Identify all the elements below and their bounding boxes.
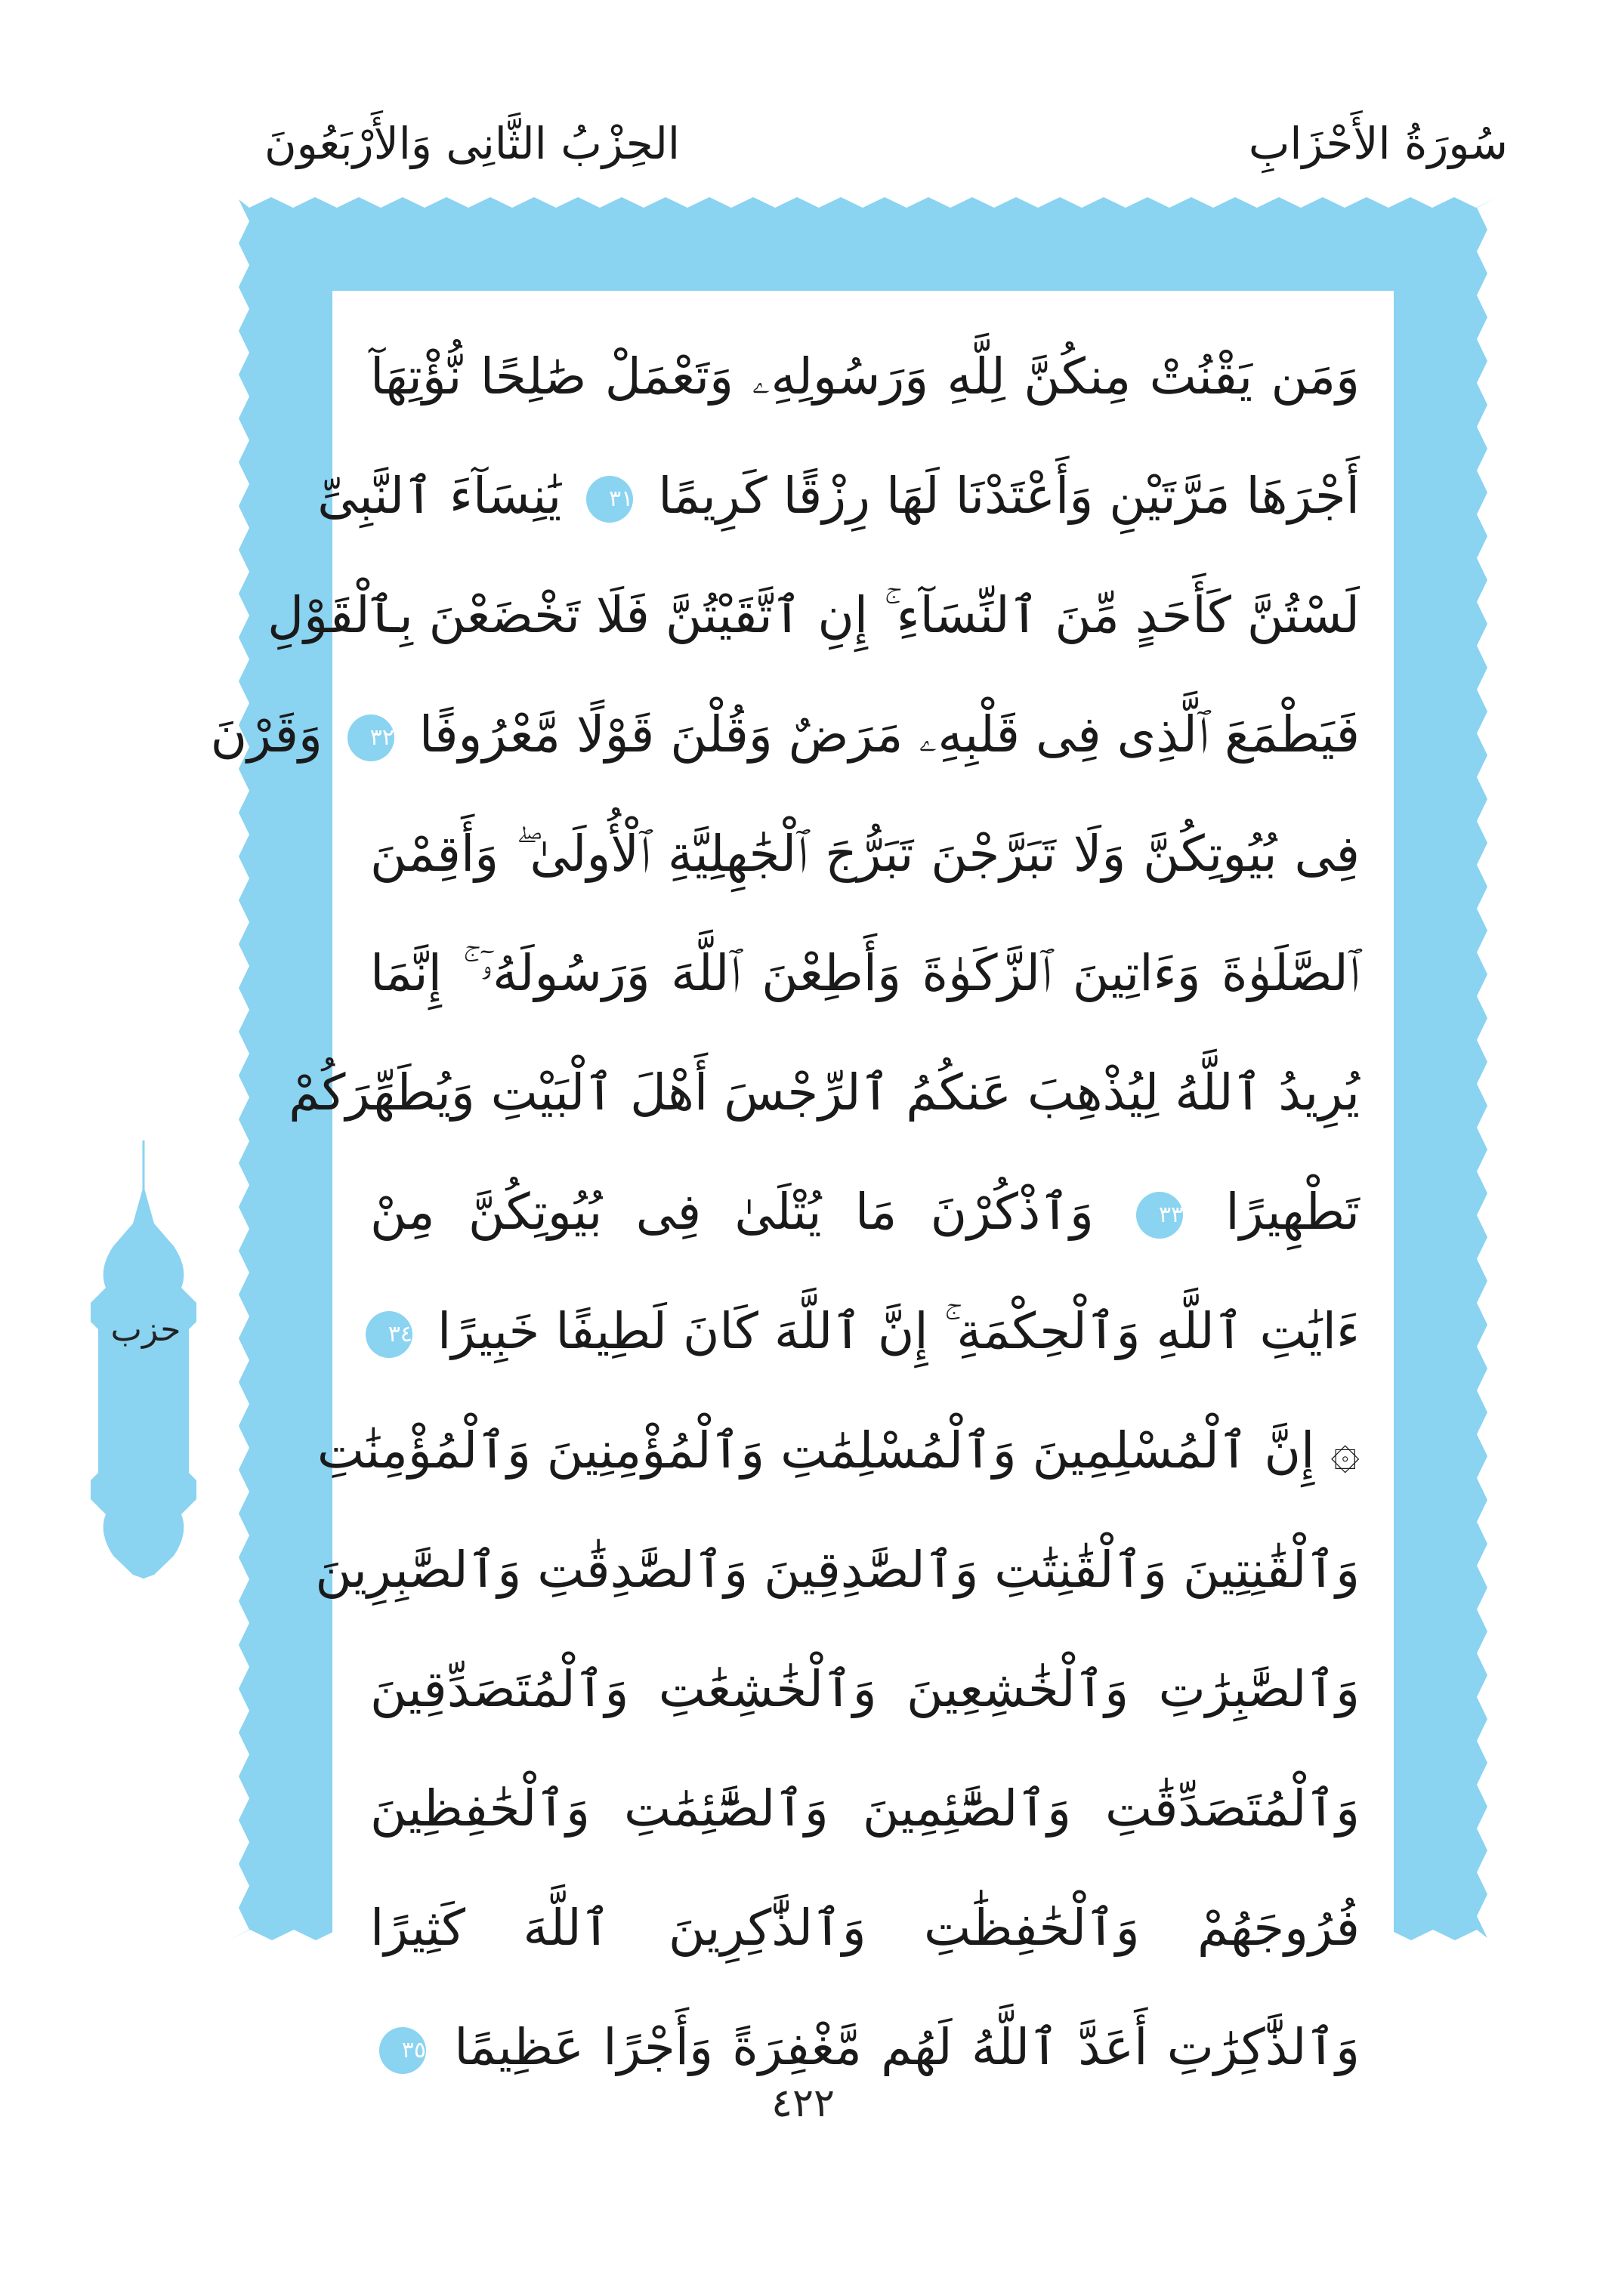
verse-line bbox=[317, 1391, 1360, 1511]
verse-line bbox=[370, 914, 1360, 1033]
verse-text: وَٱذْكُرْنَ مَا يُتْلَىٰ فِى بُيُوتِكُنَّ مِنْ bbox=[370, 1183, 1094, 1241]
ayah-number-marker: ٣٣ bbox=[1136, 1192, 1183, 1239]
verse-text: ٱلصَّلَوٰةَ وَءَاتِينَ ٱلزَّكَوٰةَ وَأَطِعْنَ ٱللَّهَ وَرَسُولَهُۥٓ ۚ إِنَّمَا bbox=[370, 944, 1360, 1002]
verse-text: أَجْرَهَا مَرَّتَيْنِ وَأَعْتَدْنَا لَهَا رِزْقًا كَرِيمًا bbox=[658, 467, 1360, 525]
verse-text: وَمَن يَقْنُتْ مِنكُنَّ لِلَّهِ وَرَسُولِهِۦ وَتَعْمَلْ صَٰلِحًا نُّؤْتِهَآ bbox=[370, 347, 1360, 406]
verse-text: فَيَطْمَعَ ٱلَّذِى فِى قَلْبِهِۦ مَرَضٌ وَقُلْنَ قَوْلًا مَّعْرُوفًا bbox=[418, 705, 1360, 764]
ayah-number-marker: ٣٢ bbox=[347, 714, 394, 761]
verse-text: ءَايَٰتِ ٱللَّهِ وَٱلْحِكْمَةِ ۚ إِنَّ ٱللَّهَ كَانَ لَطِيفًا خَبِيرًا bbox=[437, 1302, 1360, 1360]
verse-text: وَٱلصَّٰبِرَٰتِ وَٱلْخَٰشِعِينَ وَٱلْخَٰشِعَٰتِ وَٱلْمُتَصَدِّقِينَ bbox=[370, 1660, 1360, 1718]
verse-text: لَسْتُنَّ كَأَحَدٍ مِّنَ ٱلنِّسَآءِ ۚ إِنِ ٱتَّقَيْتُنَّ فَلَا تَخْضَعْنَ بِٱلْقَوْلِ bbox=[267, 586, 1360, 644]
verse-text: وَٱلْقَٰنِتِينَ وَٱلْقَٰنِتَٰتِ وَٱلصَّٰدِقِينَ وَٱلصَّٰدِقَٰتِ وَٱلصَّٰبِرِينَ bbox=[315, 1541, 1360, 1599]
verse-line bbox=[370, 1153, 1360, 1272]
verse-text: يَٰنِسَآءَ ٱلنَّبِىِّ bbox=[317, 467, 562, 525]
verse-line bbox=[370, 1630, 1360, 1749]
hizb-label: حزب bbox=[110, 1310, 181, 1349]
page-number: ٤٢٢ bbox=[771, 2081, 835, 2126]
header-hizb-name: الحِزْبُ الثَّانِى وَالأَرْبَعُونَ bbox=[264, 118, 681, 169]
verse-text: فُرُوجَهُمْ وَٱلْحَٰفِظَٰتِ وَٱلذَّٰكِرِينَ ٱللَّهَ كَثِيرًا bbox=[370, 1899, 1360, 1957]
verse-text: فِى بُيُوتِكُنَّ وَلَا تَبَرَّجْنَ تَبَرُّجَ ٱلْجَٰهِلِيَّةِ ٱلْأُولَىٰ ۖ وَأَقِمْنَ bbox=[370, 825, 1360, 883]
verse-line bbox=[315, 1511, 1360, 1630]
verse-text: ۞ إِنَّ ٱلْمُسْلِمِينَ وَٱلْمُسْلِمَٰتِ وَٱلْمُؤْمِنِينَ وَٱلْمُؤْمِنَٰتِ bbox=[317, 1421, 1360, 1480]
verse-text-block bbox=[210, 317, 1360, 2107]
ayah-number-marker: ٣٥ bbox=[379, 2027, 426, 2074]
verse-line bbox=[289, 1033, 1360, 1153]
verse-line bbox=[370, 1869, 1360, 1988]
verse-text: تَطْهِيرًا bbox=[1225, 1183, 1360, 1241]
verse-line bbox=[317, 437, 1360, 556]
hizb-marker-icon bbox=[83, 1140, 204, 1578]
ayah-number-marker: ٣١ bbox=[586, 476, 633, 523]
verse-line bbox=[370, 317, 1360, 437]
ayah-number-marker: ٣٤ bbox=[366, 1311, 412, 1358]
verse-text: وَٱلْمُتَصَدِّقَٰتِ وَٱلصَّٰٓئِمِينَ وَٱلصَّٰٓئِمَٰتِ وَٱلْحَٰفِظِينَ bbox=[370, 1779, 1360, 1838]
verse-line bbox=[267, 556, 1360, 675]
verse-text: وَقَرْنَ bbox=[210, 705, 323, 764]
verse-line bbox=[370, 1272, 1360, 1391]
header-surah-name: سُورَةُ الأَحْزَابِ bbox=[1248, 118, 1508, 169]
verse-text: يُرِيدُ ٱللَّهُ لِيُذْهِبَ عَنكُمُ ٱلرِّجْسَ أَهْلَ ٱلْبَيْتِ وَيُطَهِّرَكُمْ bbox=[289, 1063, 1360, 1122]
verse-line bbox=[370, 795, 1360, 914]
verse-line bbox=[370, 1749, 1360, 1869]
verse-line bbox=[210, 675, 1360, 795]
verse-text: وَٱلذَّٰكِرَٰتِ أَعَدَّ ٱللَّهُ لَهُم مَّغْفِرَةً وَأَجْرًا عَظِيمًا bbox=[454, 2018, 1360, 2076]
